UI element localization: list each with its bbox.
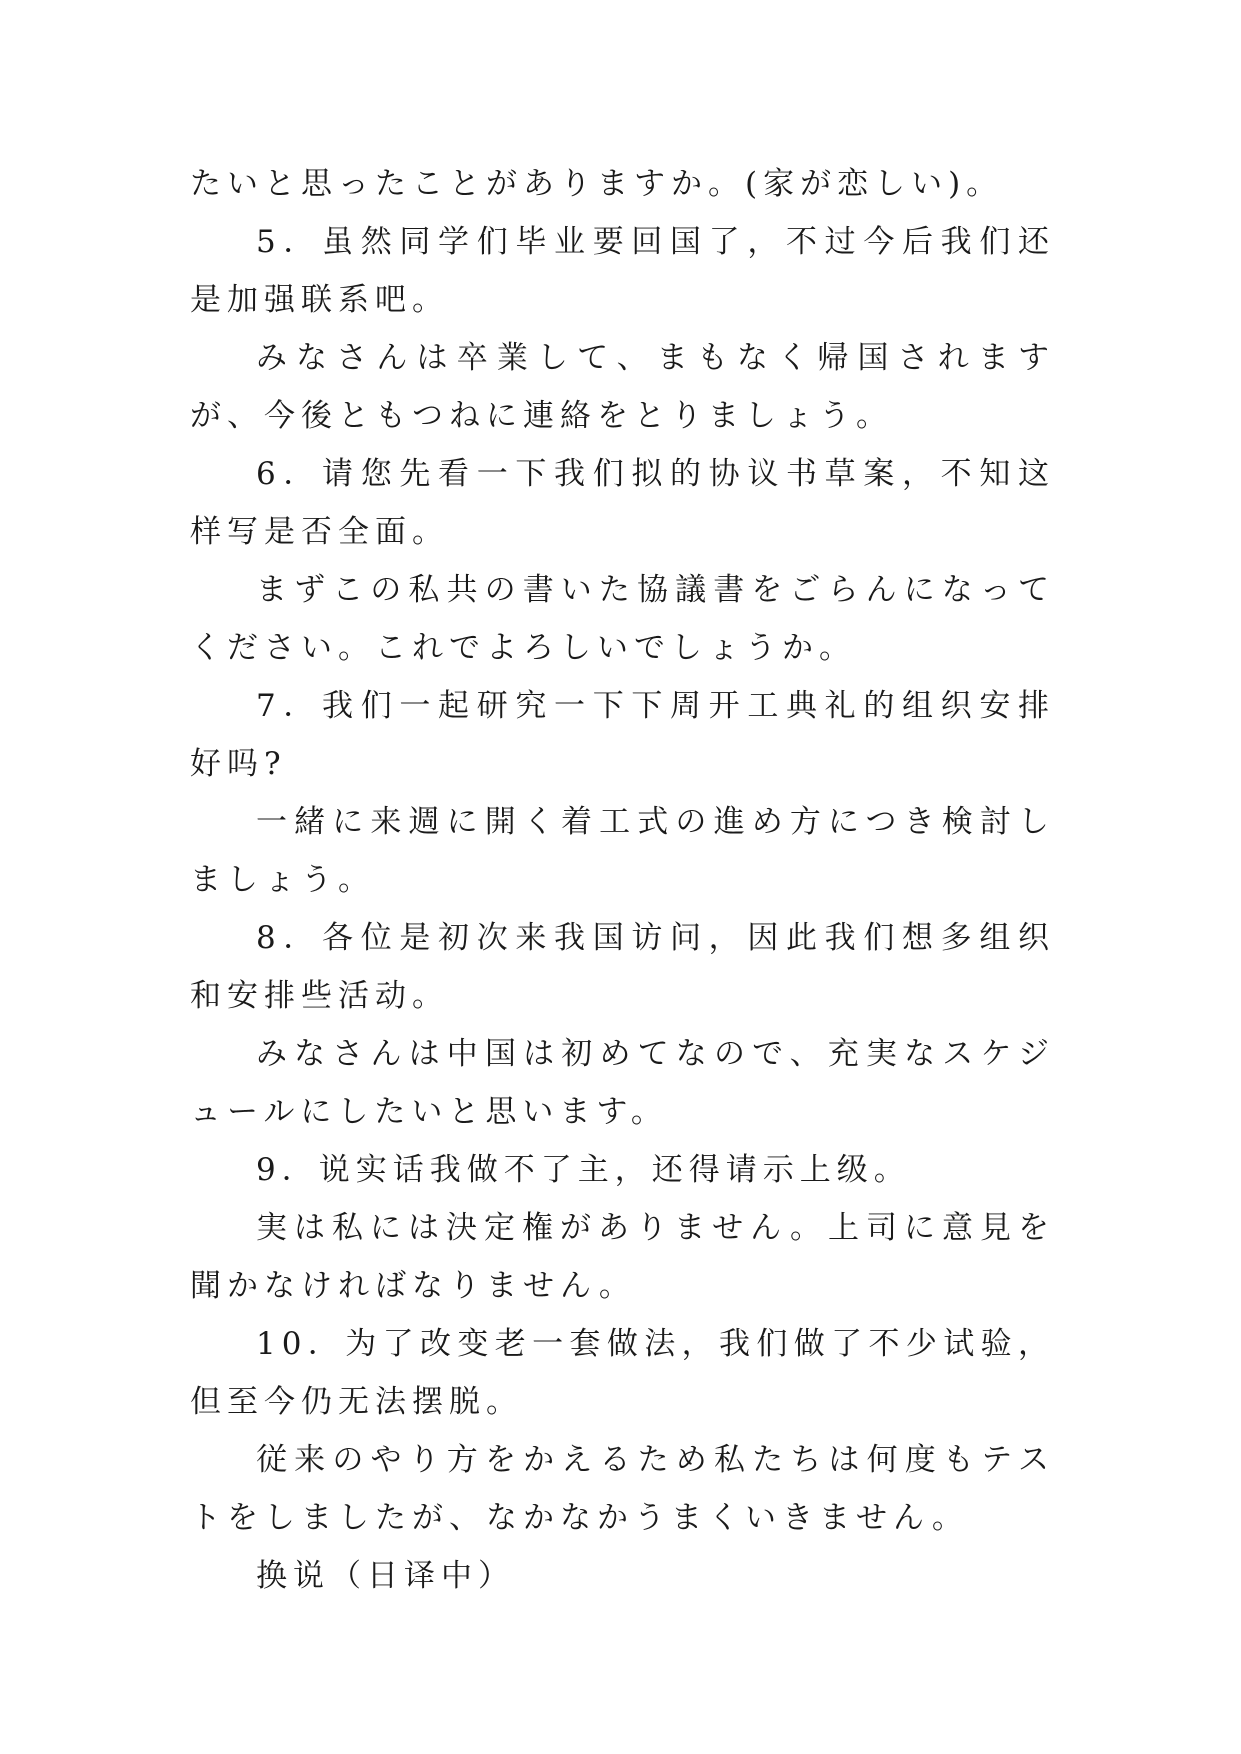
paragraph-10: 9．说实话我做不了主，还得请示上级。	[256, 1152, 911, 1188]
document-page	[190, 155, 1055, 1605]
paragraph-12: 10．为了改变老一套做法，我们做了不少试验，但至今仍无法摆脱。	[190, 1326, 1055, 1420]
paragraph-3: みなさんは卒業して、まもなく帰国されますが、今後ともつねに連絡をとりましょう。	[190, 340, 1055, 434]
paragraph-8: 8．各位是初次来我国访问，因此我们想多组织和安排些活动。	[190, 920, 1055, 1014]
paragraph-1: たいと思ったことがありますか。(家が恋しい)。	[190, 166, 1004, 202]
paragraph-14: 换说（日译中）	[256, 1558, 515, 1594]
paragraph-13: 従来のやり方をかえるため私たちは何度もテストをしましたが、なかなかうまくいきません。	[190, 1442, 1055, 1536]
paragraph-2: 5．虽然同学们毕业要回国了，不过今后我们还是加强联系吧。	[190, 224, 1055, 318]
paragraph-6: 7．我们一起研究一下下周开工典礼的组织安排好吗?	[190, 688, 1055, 782]
paragraph-11: 実は私には決定権がありません。上司に意見を聞かなければなりません。	[190, 1210, 1055, 1304]
paragraph-4: 6．请您先看一下我们拟的协议书草案，不知这样写是否全面。	[190, 456, 1055, 550]
paragraph-5: まずこの私共の書いた協議書をごらんになってください。これでよろしいでしょうか。	[190, 572, 1055, 666]
paragraph-7: 一緒に来週に開く着工式の進め方につき検討しましょう。	[190, 804, 1055, 898]
paragraph-9: みなさんは中国は初めてなので、充実なスケジュールにしたいと思います。	[190, 1036, 1055, 1130]
